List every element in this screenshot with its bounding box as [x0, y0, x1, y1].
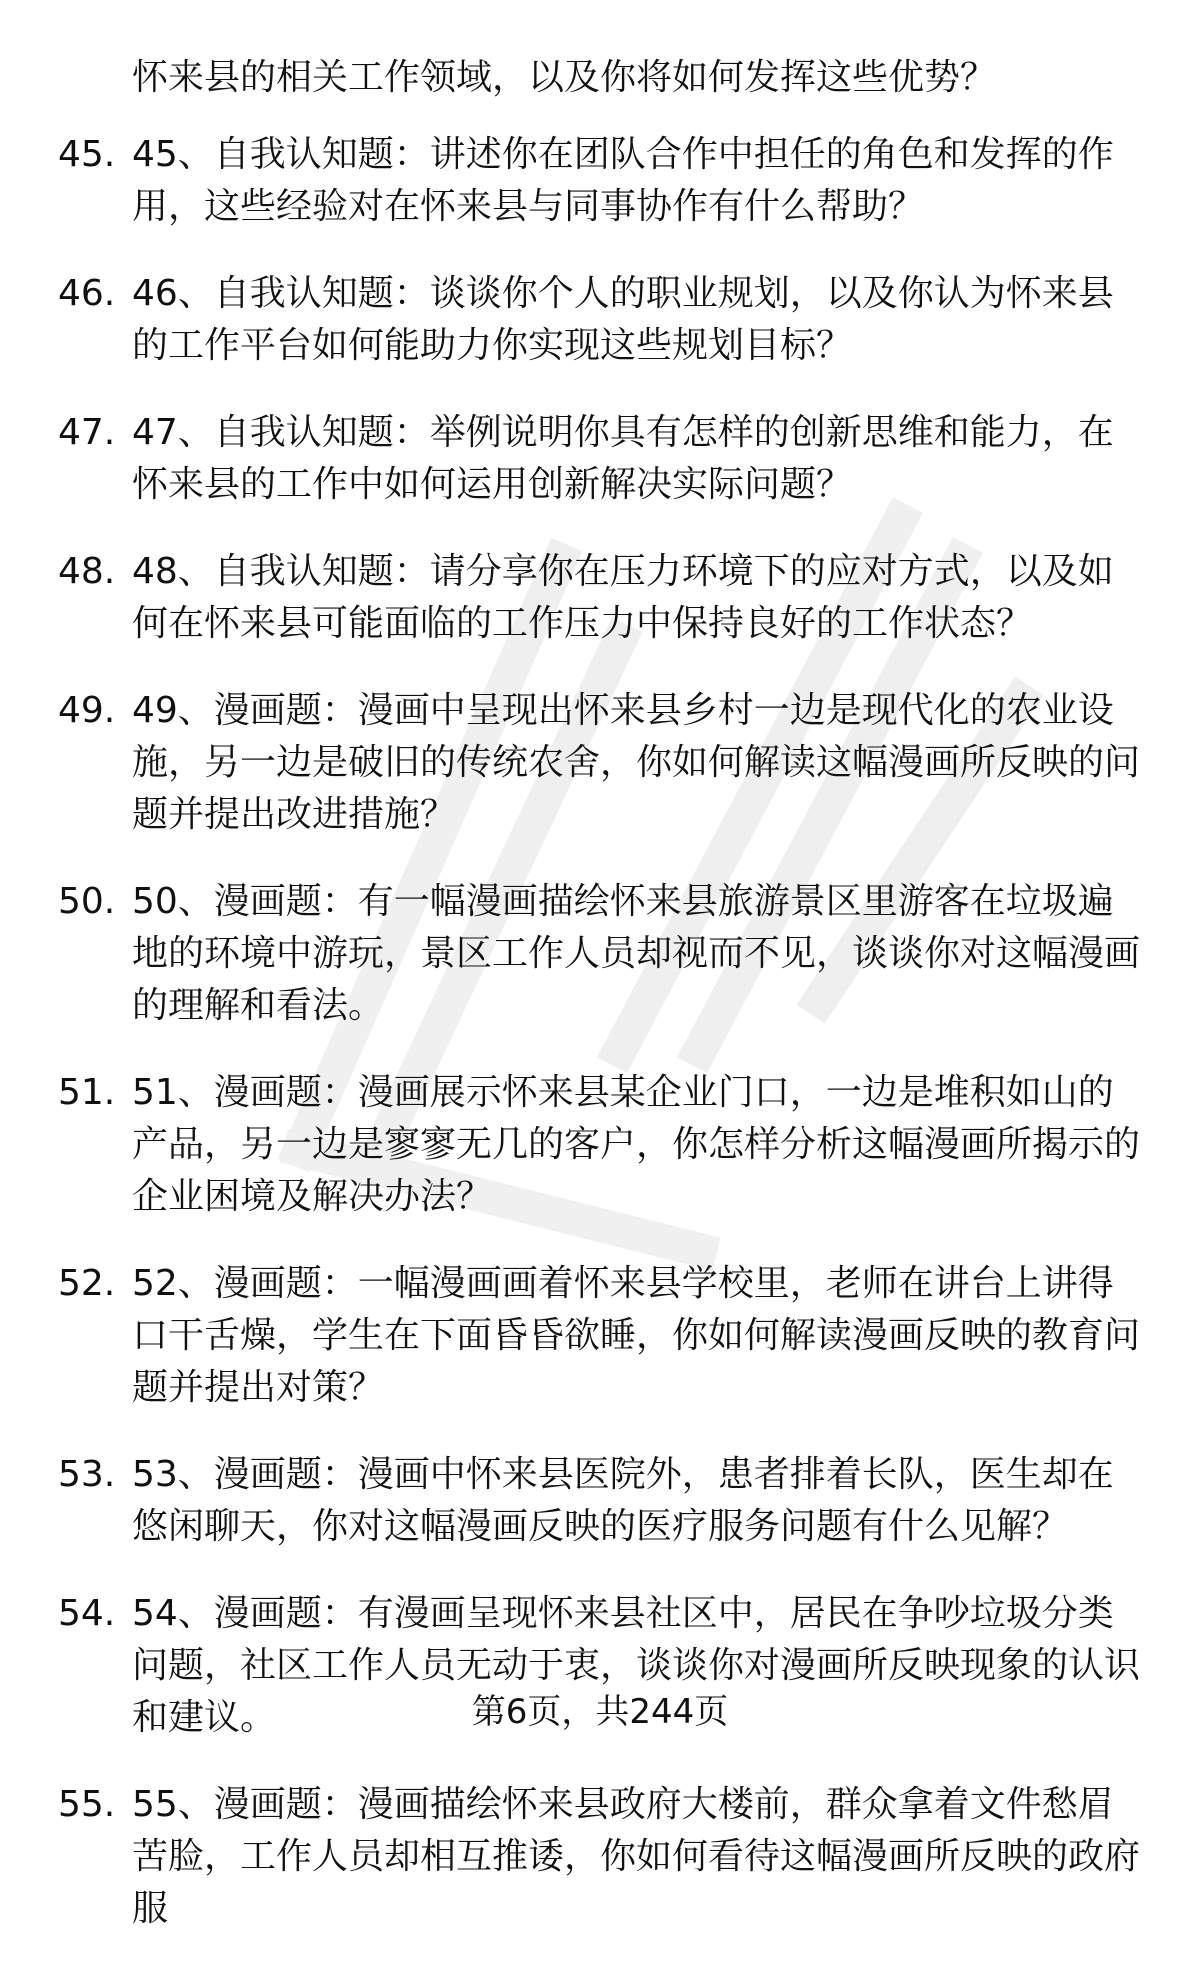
question-text: 54、漫画题：有漫画呈现怀来县社区中，居民在争吵垃圾分类问题，社区工作人员无动于衷，谈谈你对漫画所反映现象的认识和建议。: [132, 1593, 1141, 1738]
question-item: [0, 546, 1200, 650]
question-item: [0, 1449, 1200, 1553]
question-text: 47、自我认知题：举例说明你具有怎样的创新思维和能力，在怀来县的工作中如何运用创新解决实际问题？: [132, 412, 1114, 505]
question-number: 45.: [58, 134, 116, 175]
question-item: [0, 685, 1200, 841]
question-text: 46、自我认知题：谈谈你个人的职业规划，以及你认为怀来县的工作平台如何能助力你实现这些规划目标？: [132, 273, 1114, 366]
question-number: 46.: [58, 273, 116, 314]
question-number: 49.: [58, 690, 116, 731]
question-text: 48、自我认知题：请分享你在压力环境下的应对方式，以及如何在怀来县可能面临的工作压力中保持良好的工作状态？: [132, 551, 1114, 644]
question-number: 48.: [58, 551, 116, 592]
question-item: [0, 1258, 1200, 1414]
question-number: 53.: [58, 1454, 116, 1495]
question-text: 45、自我认知题：讲述你在团队合作中担任的角色和发挥的作用，这些经验对在怀来县与同事协作有什么帮助？: [132, 134, 1114, 227]
question-text: 49、漫画题：漫画中呈现出怀来县乡村一边是现代化的农业设施，另一边是破旧的传统农舍，你如何解读这幅漫画所反映的问题并提出改进措施？: [132, 690, 1141, 835]
question-text: 52、漫画题：一幅漫画画着怀来县学校里，老师在讲台上讲得口干舌燥，学生在下面昏昏欲睡，你如何解读漫画反映的教育问题并提出对策？: [132, 1263, 1141, 1408]
question-number: 50.: [58, 881, 116, 922]
question-item: [0, 1067, 1200, 1223]
question-number: 55.: [58, 1784, 116, 1825]
question-item: [0, 1779, 1200, 1935]
question-item: [0, 876, 1200, 1032]
question-text: 55、漫画题：漫画描绘怀来县政府大楼前，群众拿着文件愁眉苦脸，工作人员却相互推诿，你如何看待这幅漫画所反映的政府服: [132, 1784, 1141, 1929]
question-text: 53、漫画题：漫画中怀来县医院外，患者排着长队，医生却在悠闲聊天，你对这幅漫画反映的医疗服务问题有什么见解？: [132, 1454, 1114, 1547]
question-number: 47.: [58, 412, 116, 453]
question-number: 51.: [58, 1072, 116, 1113]
question-text: 51、漫画题：漫画展示怀来县某企业门口，一边是堆积如山的产品，另一边是寥寥无几的客户，你怎样分析这幅漫画所揭示的企业困境及解决办法？: [132, 1072, 1141, 1217]
question-text: 50、漫画题：有一幅漫画描绘怀来县旅游景区里游客在垃圾遍地的环境中游玩，景区工作人员却视而不见，谈谈你对这幅漫画的理解和看法。: [132, 881, 1141, 1026]
question-item: [0, 268, 1200, 372]
question-number: 54.: [58, 1593, 116, 1634]
question-item: [0, 407, 1200, 511]
page-number-footer: 第6页，共244页: [471, 1692, 729, 1732]
continued-question-text: 怀来县的相关工作领域，以及你将如何发挥这些优势？: [132, 57, 997, 98]
question-item: [0, 129, 1200, 233]
question-number: 52.: [58, 1263, 116, 1304]
